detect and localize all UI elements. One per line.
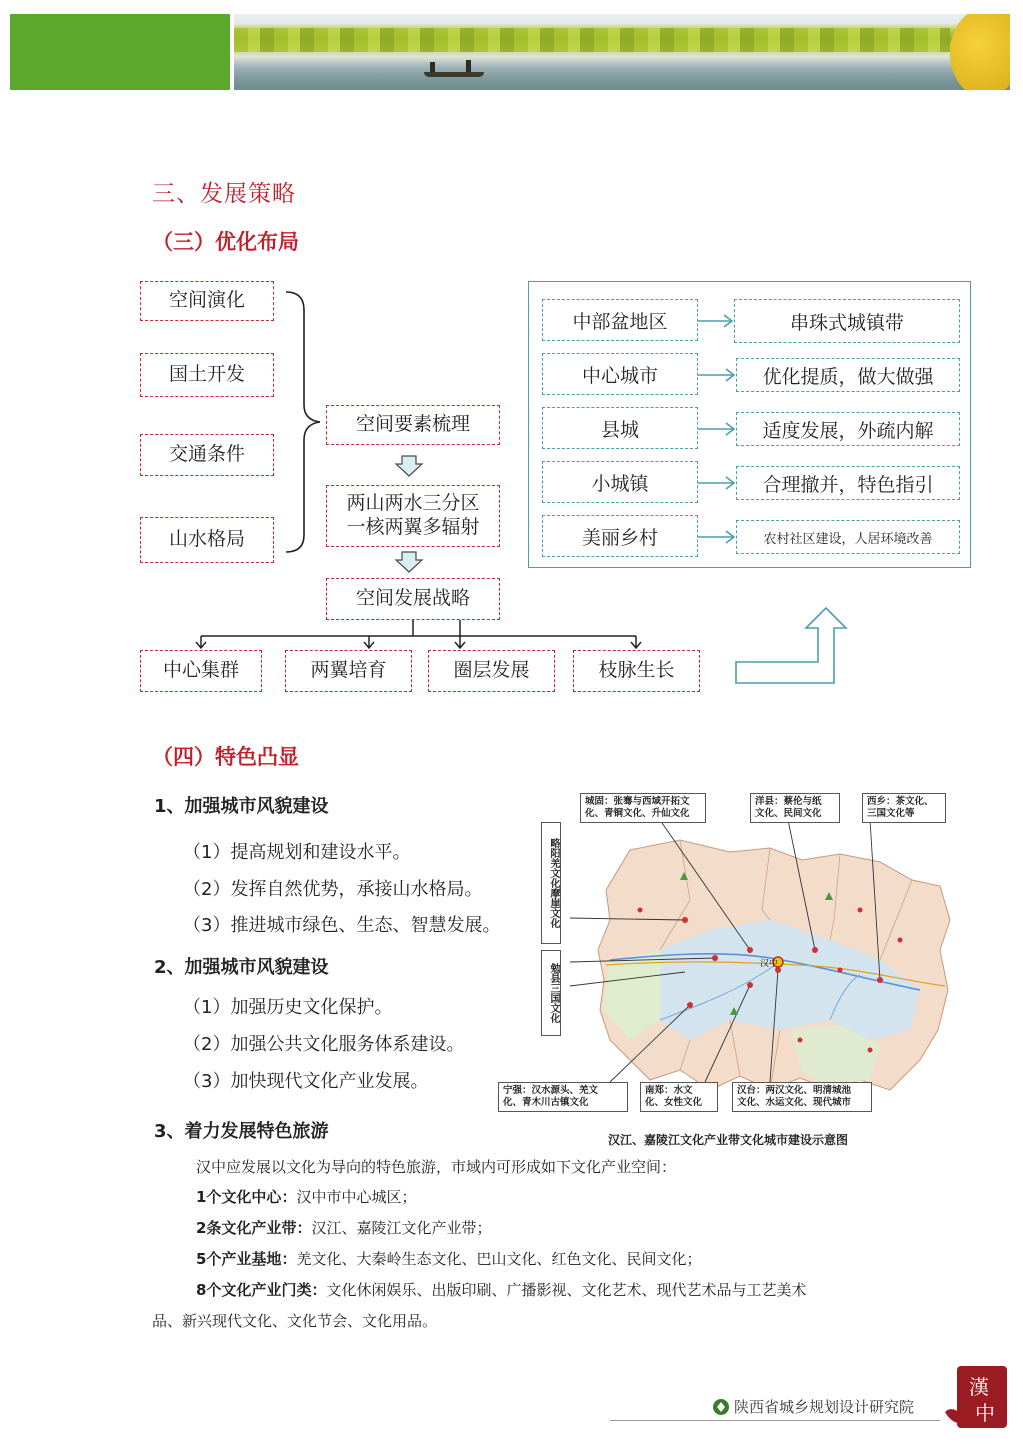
list-item-3 (196, 1248, 701, 1269)
intro-text: 汉中应发展以文化为导向的特色旅游，市域内可形成如下文化产业空间： (196, 1158, 677, 1176)
callout-nanzheng (640, 1082, 718, 1112)
feature-heading: （四）特色凸显 (152, 745, 299, 769)
policy-box-5: 农村社区建设，人居环境改善 (736, 520, 960, 554)
item1-title: 1、加强城市风貌建设 (154, 796, 329, 817)
layout-heading: （三）优化布局 (152, 230, 299, 254)
level-box-5: 美丽乡村 (542, 515, 698, 557)
list-item-4-label: 8个文化产业门类： (196, 1281, 327, 1299)
input-box-4: 山水格局 (140, 517, 274, 563)
input-box-1: 空间演化 (140, 281, 274, 321)
institute-logo-icon (712, 1398, 730, 1416)
list-item-4 (196, 1279, 806, 1300)
list-item-1-label: 1个文化中心： (196, 1188, 297, 1206)
policy-box-4: 合理撤并，特色指引 (736, 466, 960, 500)
item2-point-1: （1）加强历史文化保护。 (183, 997, 393, 1018)
callout-lueyang: 略阳羌文化摩崖文化 (541, 822, 561, 944)
item1-point-3: （3）推进城市绿色、生态、智慧发展。 (183, 915, 501, 936)
culture-map (503, 790, 953, 1120)
branch-box-2: 两翼培育 (285, 650, 412, 692)
callout-ningqiang-line-2: 化、青木川古镇文化 (503, 1096, 589, 1108)
list-item-2-text: 汉江、嘉陵江文化产业带； (311, 1219, 492, 1237)
item1-point-1: （1）提高规划和建设水平。 (183, 842, 411, 863)
item2-point-3: （3）加快现代文化产业发展。 (183, 1071, 429, 1092)
callout-yangxian-line-2: 文化、民间文化 (755, 807, 822, 819)
callout-nanzheng-line-2: 化、女性文化 (645, 1096, 703, 1108)
list-item-4-text: 文化休闲娱乐、出版印刷、广播影视、文化艺术、现代艺术品与工艺美术 (326, 1281, 807, 1299)
seal-char-2: 中 (975, 1401, 995, 1425)
branch-box-3: 圈层发展 (428, 650, 555, 692)
callout-hantai-line-2: 文化、水运文化、现代城市 (737, 1096, 852, 1108)
callout-nanzheng-line-1: 南郑：水文 (645, 1085, 693, 1096)
list-item-3-text: 羌文化、大秦岭生态文化、巴山文化、红色文化、民间文化； (296, 1250, 702, 1268)
callout-hantai (732, 1082, 872, 1112)
callout-ningqiang (498, 1082, 628, 1112)
map-caption: 汉江、嘉陵江文化产业带文化城市建设示意图 (608, 1133, 849, 1147)
policy-box-3: 适度发展，外疏内解 (736, 412, 960, 446)
level-box-1: 中部盆地区 (542, 299, 698, 341)
item2-title: 2、加强城市风貌建设 (154, 957, 329, 978)
item1-point-2: （2）发挥自然优势，承接山水格局。 (183, 879, 483, 900)
callout-xixiang-line-1: 西乡：茶文化、 (867, 796, 934, 807)
item2-point-2: （2）加强公共文化服务体系建设。 (183, 1034, 465, 1055)
callout-hantai-line-1: 汉台：两汉文化、明清城池 (737, 1085, 852, 1096)
branch-box-4: 枝脉生长 (573, 650, 700, 692)
callout-yangxian-line-1: 洋县：蔡伦与纸 (755, 796, 822, 807)
list-item-1-text: 汉中市中心城区； (296, 1188, 417, 1206)
structure-box (326, 485, 500, 547)
item3-title: 3、着力发展特色旅游 (154, 1121, 329, 1142)
combine-box: 空间要素梳理 (326, 405, 500, 445)
branch-box-1: 中心集群 (140, 650, 262, 692)
callout-xixiang (862, 793, 946, 823)
callout-yangxian (750, 793, 840, 823)
callout-chenggu-line-2: 化、青铜文化、升仙文化 (585, 807, 690, 819)
policy-box-2: 优化提质，做大做强 (736, 358, 960, 392)
hanzhong-seal-logo (945, 1362, 1011, 1432)
level-box-4: 小城镇 (542, 461, 698, 503)
callout-chenggu-line-1: 城固：张骞与西域开拓文 (585, 796, 690, 807)
list-item-3-label: 5个产业基地： (196, 1250, 297, 1268)
list-item-4-continued: 品、新兴现代文化、文化节会、文化用品。 (152, 1312, 438, 1330)
list-item-1 (196, 1186, 416, 1207)
map-graphic (540, 790, 953, 1120)
list-item-2 (196, 1217, 491, 1238)
input-box-3: 交通条件 (140, 434, 274, 476)
strategy-box: 空间发展战略 (326, 578, 500, 620)
structure-line-1: 两山两水三分区 (346, 492, 480, 515)
callout-mianxian: 勉县三国文化 (541, 950, 561, 1036)
callout-chenggu (580, 793, 706, 823)
footer-divider (610, 1420, 940, 1421)
callout-xixiang-line-2: 三国文化等 (867, 807, 915, 819)
callout-ningqiang-line-1: 宁强：汉水源头、羌文 (503, 1085, 599, 1096)
level-box-2: 中心城市 (542, 353, 698, 395)
seal-char-1: 漢 (969, 1375, 989, 1399)
policy-box-1: 串珠式城镇带 (734, 299, 960, 343)
section-title: 三、发展策略 (152, 181, 296, 207)
level-box-3: 县城 (542, 407, 698, 449)
footer-org: 陕西省城乡规划设计研究院 (734, 1398, 915, 1416)
structure-line-2: 一核两翼多辐射 (346, 516, 480, 538)
list-item-2-label: 2条文化产业带： (196, 1219, 312, 1237)
map-center-label: 汉中 (760, 958, 779, 968)
input-box-2: 国土开发 (140, 353, 274, 397)
